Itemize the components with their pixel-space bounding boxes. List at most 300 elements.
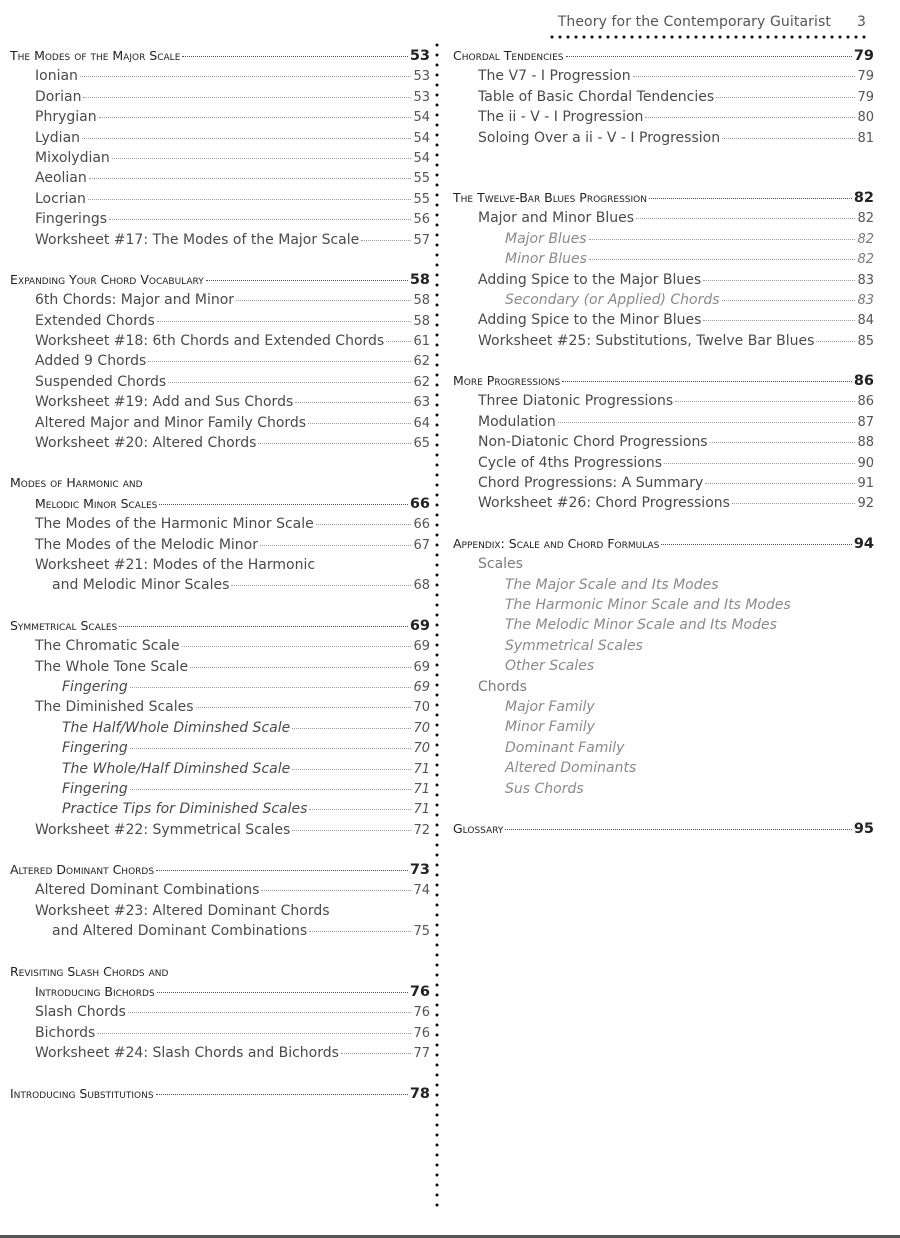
dot-leader — [295, 402, 411, 403]
entry-page: 72 — [413, 822, 430, 838]
dot-leader — [816, 341, 855, 342]
dot-leader — [292, 769, 411, 770]
dot-leader — [148, 361, 411, 362]
dot-leader — [558, 422, 856, 423]
entry-title: and Melodic Minor Scales — [52, 577, 230, 594]
entry-page: 79 — [857, 89, 874, 105]
section-heading[interactable] — [10, 1086, 430, 1106]
entry-page: 69 — [413, 679, 430, 695]
entry-title: The Chromatic Scale — [35, 638, 180, 655]
entry-title: Fingering — [62, 678, 128, 695]
dot-leader — [182, 646, 412, 647]
dot-leader — [292, 830, 411, 831]
entry-title: Worksheet #24: Slash Chords and Bichords — [35, 1045, 339, 1062]
heading-page: 58 — [409, 271, 430, 288]
toc-entry[interactable] — [453, 760, 874, 780]
entry-page: 54 — [413, 110, 430, 126]
entry-page: 80 — [857, 110, 874, 126]
toc-entry[interactable] — [453, 577, 874, 597]
toc-section — [10, 272, 430, 456]
entry-title: Locrian — [35, 190, 86, 207]
dot-leader — [722, 300, 856, 301]
entry-page: 53 — [413, 89, 430, 105]
entry-page: 54 — [413, 130, 430, 146]
entry-page: 55 — [413, 171, 430, 187]
heading-title: More Progressions — [453, 373, 561, 389]
entry-title: The Major Scale and Its Modes — [505, 576, 719, 593]
entry-title: Worksheet #25: Substitutions, Twelve Bar Blues — [478, 332, 815, 349]
heading-title: Melodic Minor Scales — [35, 495, 158, 511]
heading-page: 66 — [409, 495, 430, 512]
entry-page: 62 — [413, 354, 430, 370]
entry-page: 88 — [857, 435, 874, 451]
dot-leader — [83, 97, 411, 98]
entry-page: 69 — [413, 659, 430, 675]
section-heading[interactable] — [453, 373, 874, 393]
section-heading[interactable] — [10, 964, 430, 984]
entry-title: Altered Major and Minor Family Chords — [35, 414, 307, 431]
entry-title: The Whole/Half Diminshed Scale — [62, 760, 291, 777]
toc-entry[interactable] — [10, 1004, 430, 1024]
heading-page: 53 — [409, 48, 430, 64]
entry-title: Dorian — [35, 88, 82, 105]
entry-page: 82 — [857, 211, 874, 227]
entry-title: Modulation — [478, 413, 556, 430]
toc-entry[interactable] — [453, 556, 874, 576]
toc-entry[interactable] — [10, 740, 430, 760]
entry-title: Minor Family — [505, 719, 595, 736]
entry-page: 79 — [857, 69, 874, 85]
dot-leader — [261, 890, 411, 891]
dot-leader — [231, 585, 411, 586]
running-header — [558, 14, 866, 30]
entry-page: 53 — [413, 69, 430, 85]
dot-leader — [316, 524, 412, 525]
entry-title: Major and Minor Blues — [478, 210, 634, 227]
entry-page: 75 — [413, 924, 430, 940]
entry-page: 71 — [413, 802, 430, 818]
entry-title: Ionian — [35, 68, 78, 85]
dot-leader — [710, 442, 856, 443]
entry-page: 62 — [413, 374, 430, 390]
toc-entry[interactable] — [453, 699, 874, 719]
dot-leader — [112, 158, 412, 159]
dot-leader — [157, 992, 408, 993]
entry-title: Table of Basic Chordal Tendencies — [478, 88, 715, 105]
dot-leader — [156, 870, 408, 871]
entry-page: 76 — [413, 1025, 430, 1041]
entry-title: Symmetrical Scales — [505, 637, 643, 654]
heading-title: Modes of Harmonic and — [10, 475, 143, 491]
entry-title: Other Scales — [505, 658, 595, 675]
dot-leader — [636, 218, 855, 219]
entry-title: The Modes of the Melodic Minor — [35, 536, 258, 553]
entry-title: Lydian — [35, 129, 81, 146]
toc-entry[interactable] — [10, 232, 430, 252]
toc-section — [453, 373, 874, 516]
dot-leader — [206, 280, 408, 281]
book-title: Theory for the Contemporary Guitarist — [557, 14, 831, 30]
dot-leader — [258, 443, 411, 444]
toc-entry[interactable] — [10, 659, 430, 679]
toc-entry[interactable] — [453, 475, 874, 495]
dot-leader — [157, 321, 412, 322]
entry-title: Major Blues — [505, 230, 587, 247]
toc-entry[interactable] — [10, 638, 430, 658]
toc-entry[interactable] — [453, 109, 874, 129]
entry-title: Minor Blues — [505, 251, 587, 268]
entry-title: Worksheet #23: Altered Dominant Chords — [35, 902, 330, 919]
toc-entry[interactable] — [10, 211, 430, 231]
entry-title: Phrygian — [35, 109, 97, 126]
entry-title: Suspended Chords — [35, 373, 167, 390]
entry-page: 66 — [413, 517, 430, 533]
dot-leader — [99, 117, 412, 118]
toc-section — [453, 821, 874, 841]
heading-title: Symmetrical Scales — [10, 617, 118, 633]
heading-page: 79 — [853, 48, 874, 64]
entry-title: Worksheet #26: Chord Progressions — [478, 495, 730, 512]
entry-title: Fingering — [62, 740, 128, 757]
dot-leader — [566, 56, 852, 57]
entry-page: 56 — [413, 212, 430, 228]
entry-page: 84 — [857, 313, 874, 329]
toc-entry[interactable] — [10, 109, 430, 129]
entry-page: 69 — [413, 639, 430, 655]
heading-title: Introducing Bichords — [35, 984, 155, 1000]
dot-leader — [505, 829, 851, 830]
toc-section — [10, 48, 430, 252]
toc-entry[interactable] — [10, 720, 430, 740]
heading-title: Appendix: Scale and Chord Formulas — [453, 535, 660, 551]
heading-page: 82 — [853, 189, 874, 206]
toc-entry[interactable] — [10, 353, 430, 373]
dot-leader — [732, 503, 856, 504]
heading-title: Chordal Tendencies — [453, 48, 564, 63]
toc-entry[interactable] — [10, 313, 430, 333]
dot-leader — [109, 219, 411, 220]
heading-title: Introducing Substitutions — [10, 1085, 154, 1101]
entry-page: 83 — [857, 272, 874, 288]
heading-title: Expanding Your Chord Vocabulary — [10, 271, 204, 287]
dot-leader — [386, 341, 411, 342]
entry-title: Worksheet #21: Modes of the Harmonic — [35, 556, 316, 573]
toc-section — [10, 618, 430, 842]
toc-section — [10, 1086, 430, 1106]
toc-entry[interactable] — [453, 495, 874, 515]
entry-page: 91 — [857, 476, 874, 492]
toc-entry[interactable] — [453, 597, 874, 617]
dot-leader — [89, 178, 412, 179]
dot-leader — [716, 97, 855, 98]
toc-right-column — [453, 48, 874, 861]
toc-entry[interactable] — [10, 903, 430, 923]
toc-entry[interactable] — [453, 434, 874, 454]
toc-entry[interactable] — [10, 394, 430, 414]
section-heading[interactable] — [10, 48, 430, 68]
entry-title: Adding Spice to the Major Blues — [478, 271, 702, 288]
column-divider-dots — [434, 40, 440, 1212]
toc-entry[interactable] — [10, 191, 430, 211]
toc-section — [10, 964, 430, 1066]
toc-entry[interactable] — [10, 537, 430, 557]
toc-section — [10, 475, 430, 597]
entry-title: Dominant Family — [505, 739, 625, 756]
entry-title: The Melodic Minor Scale and Its Modes — [505, 617, 777, 634]
entry-title: Soloing Over a ii - V - I Progression — [478, 129, 721, 146]
heading-title: The Modes of the Major Scale — [10, 48, 181, 63]
section-heading[interactable] — [453, 190, 874, 210]
heading-page: 76 — [409, 984, 430, 1001]
entry-page: 82 — [857, 252, 874, 268]
entry-title: The Harmonic Minor Scale and Its Modes — [505, 596, 791, 613]
entry-page: 76 — [413, 1005, 430, 1021]
toc-entry[interactable] — [10, 415, 430, 435]
entry-page: 81 — [857, 130, 874, 146]
toc-entry[interactable] — [10, 516, 430, 536]
section-heading[interactable] — [453, 48, 874, 68]
toc-entry[interactable] — [453, 251, 874, 271]
entry-page: 74 — [413, 883, 430, 899]
entry-title: Three Diatonic Progressions — [478, 393, 674, 410]
toc-entry[interactable] — [10, 781, 430, 801]
toc-entry[interactable] — [453, 658, 874, 678]
section-heading[interactable] — [10, 475, 430, 495]
entry-title: Extended Chords — [35, 312, 155, 329]
entry-page: 68 — [413, 578, 430, 594]
entry-page: 90 — [857, 455, 874, 471]
entry-page: 57 — [413, 232, 430, 248]
toc-entry[interactable] — [453, 292, 874, 312]
entry-page: 87 — [857, 414, 874, 430]
toc-entry[interactable] — [453, 312, 874, 332]
entry-page: 58 — [413, 313, 430, 329]
dot-leader — [703, 280, 855, 281]
toc-entry[interactable] — [10, 150, 430, 170]
dot-leader — [341, 1053, 412, 1054]
entry-title: Worksheet #17: The Modes of the Major Scale — [35, 231, 360, 248]
entry-title: Cycle of 4ths Progressions — [478, 454, 663, 471]
heading-title: Altered Dominant Chords — [10, 862, 155, 878]
dot-leader — [661, 544, 852, 545]
entry-page: 92 — [857, 496, 874, 512]
heading-page: 95 — [853, 820, 874, 837]
entry-page: 85 — [857, 333, 874, 349]
toc-entry[interactable] — [453, 393, 874, 413]
heading-page: 86 — [853, 373, 874, 390]
toc-entry[interactable] — [10, 374, 430, 394]
heading-title: Revisiting Slash Chords and — [10, 963, 169, 979]
entry-title: and Altered Dominant Combinations — [52, 923, 308, 940]
toc-entry[interactable] — [10, 822, 430, 842]
dot-leader — [80, 76, 412, 77]
dot-leader — [562, 381, 852, 382]
toc-entry[interactable] — [453, 638, 874, 658]
dot-leader — [645, 117, 855, 118]
heading-title: The Twelve-Bar Blues Progression — [453, 189, 647, 205]
section-heading[interactable] — [10, 618, 430, 638]
toc-entry[interactable] — [453, 333, 874, 353]
heading-title: Glossary — [453, 820, 504, 836]
entry-title: Altered Dominants — [505, 760, 637, 777]
page-number: 3 — [856, 14, 866, 30]
dot-leader — [703, 320, 855, 321]
entry-title: Mixolydian — [35, 149, 110, 166]
entry-title: The Half/Whole Diminshed Scale — [62, 719, 291, 736]
header-dotted-rule — [548, 34, 870, 40]
dot-leader — [159, 504, 407, 505]
section-heading[interactable] — [10, 272, 430, 292]
dot-leader — [97, 1033, 411, 1034]
toc-entry[interactable] — [10, 923, 430, 943]
toc-entry[interactable] — [10, 882, 430, 902]
heading-page: 78 — [409, 1085, 430, 1102]
entry-title: Fingering — [62, 780, 128, 797]
toc-section — [453, 536, 874, 801]
entry-page: 71 — [413, 761, 430, 777]
section-heading[interactable] — [10, 862, 430, 882]
toc-entry[interactable] — [10, 292, 430, 312]
toc-entry[interactable] — [453, 130, 874, 150]
toc-left-column — [10, 48, 430, 1126]
toc-entry[interactable] — [453, 272, 874, 292]
toc-entry[interactable] — [453, 210, 874, 230]
dot-leader — [130, 748, 412, 749]
entry-page: 70 — [413, 741, 430, 757]
toc-entry[interactable] — [10, 333, 430, 353]
dot-leader — [361, 240, 411, 241]
toc-entry[interactable] — [453, 781, 874, 801]
entry-title: The V7 - I Progression — [478, 68, 631, 85]
toc-entry[interactable] — [10, 679, 430, 699]
entry-page: 70 — [413, 700, 430, 716]
entry-page: 64 — [413, 415, 430, 431]
dot-leader — [196, 707, 412, 708]
entry-page: 58 — [413, 293, 430, 309]
entry-title: Aeolian — [35, 170, 87, 187]
entry-page: 77 — [413, 1046, 430, 1062]
dot-leader — [722, 138, 855, 139]
entry-title: Worksheet #18: 6th Chords and Extended Chords — [35, 333, 385, 350]
dot-leader — [633, 76, 856, 77]
toc-entry[interactable] — [10, 68, 430, 88]
dot-leader — [236, 300, 411, 301]
dot-leader — [589, 239, 856, 240]
toc-entry[interactable] — [453, 231, 874, 251]
dot-leader — [292, 728, 411, 729]
toc-entry[interactable] — [453, 740, 874, 760]
entry-title: Major Family — [505, 698, 595, 715]
entry-title: Practice Tips for Diminished Scales — [62, 801, 308, 818]
toc-entry[interactable] — [10, 761, 430, 781]
entry-title: Worksheet #19: Add and Sus Chords — [35, 394, 294, 411]
entry-page: 67 — [413, 537, 430, 553]
toc-entry[interactable] — [10, 435, 430, 455]
dot-leader — [182, 56, 407, 57]
dot-leader — [128, 1012, 412, 1013]
toc-entry[interactable] — [453, 68, 874, 88]
dot-leader — [664, 463, 855, 464]
entry-title: Chord Progressions: A Summary — [478, 475, 704, 492]
dot-leader — [156, 1094, 408, 1095]
entry-title: Altered Dominant Combinations — [35, 882, 260, 899]
entry-title: Chords — [478, 678, 527, 695]
section-heading[interactable] — [10, 496, 430, 516]
entry-page: 71 — [413, 781, 430, 797]
toc-entry[interactable] — [10, 130, 430, 150]
dot-leader — [589, 259, 856, 260]
dot-leader — [260, 545, 411, 546]
dot-leader — [190, 667, 411, 668]
dot-leader — [308, 423, 411, 424]
entry-title: Sus Chords — [505, 780, 584, 797]
entry-title: The Diminished Scales — [35, 699, 194, 716]
toc-entry[interactable] — [453, 719, 874, 739]
entry-page: 65 — [413, 436, 430, 452]
entry-title: Slash Chords — [35, 1004, 126, 1021]
entry-title: The Whole Tone Scale — [35, 658, 189, 675]
toc-entry[interactable] — [10, 557, 430, 577]
entry-page: 70 — [413, 720, 430, 736]
entry-title: Fingerings — [35, 211, 107, 228]
toc-entry[interactable] — [10, 170, 430, 190]
dot-leader — [309, 931, 411, 932]
toc-entry[interactable] — [10, 801, 430, 821]
dot-leader — [130, 687, 412, 688]
section-heading[interactable] — [453, 821, 874, 841]
toc-entry[interactable] — [10, 89, 430, 109]
entry-page: 82 — [857, 231, 874, 247]
entry-title: 6th Chords: Major and Minor — [35, 292, 235, 309]
entry-page: 63 — [413, 395, 430, 411]
dot-leader — [119, 626, 408, 627]
entry-page: 61 — [413, 334, 430, 350]
toc-entry[interactable] — [453, 455, 874, 475]
entry-title: Secondary (or Applied) Chords — [505, 291, 720, 308]
section-heading[interactable] — [10, 984, 430, 1004]
toc-entry[interactable] — [10, 699, 430, 719]
heading-page: 73 — [409, 862, 430, 879]
toc-entry[interactable] — [10, 577, 430, 597]
dot-leader — [705, 483, 855, 484]
entry-title: The ii - V - I Progression — [478, 109, 644, 126]
dot-leader — [168, 382, 411, 383]
entry-title: Added 9 Chords — [35, 353, 147, 370]
heading-page: 69 — [409, 617, 430, 634]
dot-leader — [649, 198, 852, 199]
toc-section — [10, 862, 430, 944]
toc-entry[interactable] — [453, 414, 874, 434]
toc-entry[interactable] — [453, 617, 874, 637]
toc-section — [453, 190, 874, 353]
entry-title: Adding Spice to the Minor Blues — [478, 312, 702, 329]
entry-title: Worksheet #22: Symmetrical Scales — [35, 821, 291, 838]
toc-entry[interactable] — [10, 1045, 430, 1065]
dot-leader — [82, 138, 411, 139]
entry-title: Scales — [478, 556, 523, 573]
toc-entry[interactable] — [10, 1025, 430, 1045]
section-heading[interactable] — [453, 536, 874, 556]
toc-entry[interactable] — [453, 679, 874, 699]
entry-page: 86 — [857, 394, 874, 410]
entry-title: Bichords — [35, 1024, 96, 1041]
toc-section — [453, 48, 874, 150]
toc-entry[interactable] — [453, 89, 874, 109]
entry-title: Non-Diatonic Chord Progressions — [478, 434, 708, 451]
heading-page: 94 — [853, 535, 874, 552]
entry-title: Worksheet #20: Altered Chords — [35, 435, 257, 452]
entry-title: The Modes of the Harmonic Minor Scale — [35, 516, 314, 533]
